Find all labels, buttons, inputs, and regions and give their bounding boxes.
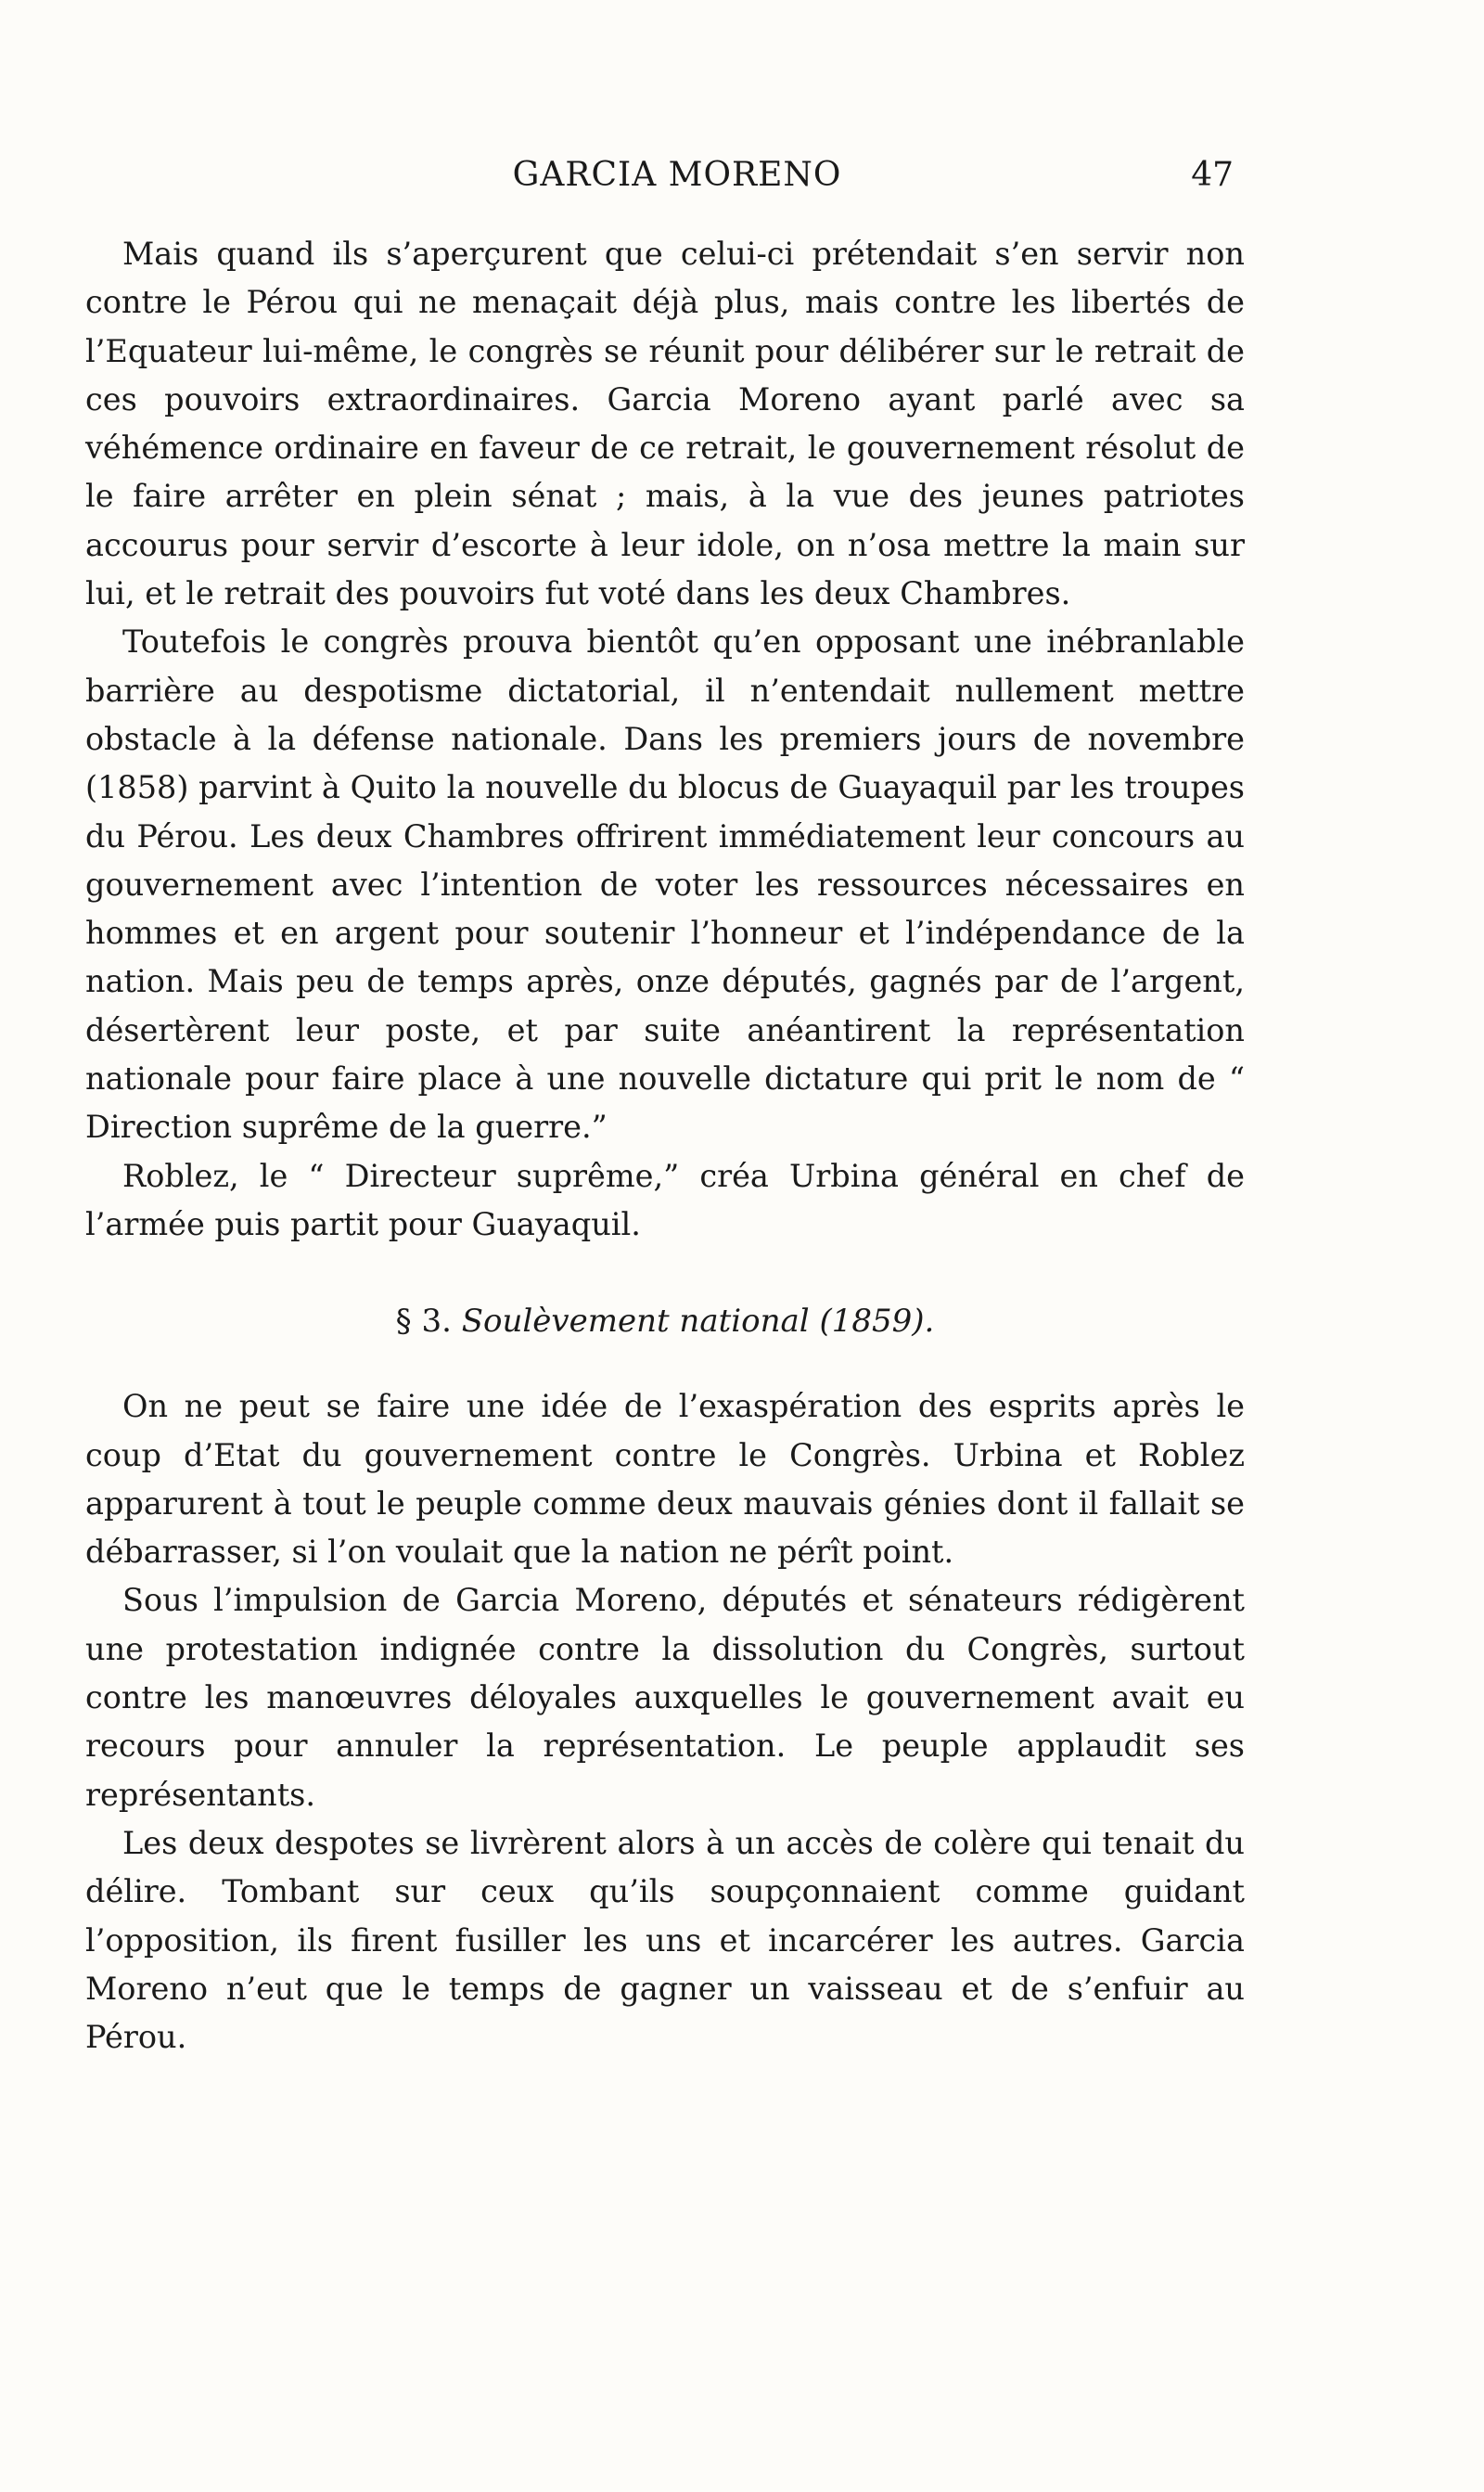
paragraph: Roblez, le “ Directeur suprême,” créa Urbina général en chef de l’armée puis partit pour Guayaquil. xyxy=(85,1157,1245,1242)
paragraph: Mais quand ils s’aperçurent que celui-ci prétendait s’en servir non contre le Pérou qui ne menaçait déjà plus, mais contre les libertés de l’Equateur lui-même, le congrès se réunit pour délibérer sur le retrait de ces pouvoirs extraordinaires. Garcia Moreno ayant parlé avec sa véhémence ordinaire en faveur de ce retrait, le gouvernement résolut de le faire arrêter en plein sénat ; mais, à la vue des jeunes patriotes accourus pour servir d’escorte à leur idole, on n’osa mettre la main sur lui, et le retrait des pouvoirs fut voté dans les deux Chambres. xyxy=(85,236,1245,612)
section-title: Soulèvement national (1859). xyxy=(461,1303,935,1341)
section-number: § 3. xyxy=(395,1303,452,1341)
paragraph: Toutefois le congrès prouva bientôt qu’en opposant une inébranlable barrière au despotisme dictatorial, il n’entendait nullement mettre obstacle à la défense nationale. Dans les premiers jours de novembre (1858) parvint à Quito la nouvelle du blocus de Guayaquil par les troupes du Pérou. Les deux Chambres offrirent immédiatement leur concours au gouvernement avec l’intention de voter les ressources nécessaires en hommes et en argent pour soutenir l’honneur et l’indépendance de la nation. Mais peu de temps après, onze députés, gagnés par de l’argent, désertèrent leur poste, et par suite anéantirent la représentation nationale pour faire place à une nouvelle dictature qui prit le nom de “ Direction suprême de la guerre.” xyxy=(85,623,1245,1146)
section-heading xyxy=(85,1297,1245,1345)
paragraph: On ne peut se faire une idée de l’exaspération des esprits après le coup d’Etat du gouvernement contre le Congrès. Urbina et Roblez apparurent à tout le peuple comme deux mauvais génies dont il fallait se débarrasser, si l’on voulait que la nation ne pérît point. xyxy=(85,1388,1245,1571)
paragraph: Les deux despotes se livrèrent alors à un accès de colère qui tenait du délire. Tombant sur ceux qu’ils soupçonnaient comme guidant l’opposition, ils firent fusiller les uns et incarcérer les autres. Garcia Moreno n’eut que le temps de gagner un vaisseau et de s’enfuir au Pérou. xyxy=(85,1824,1245,2056)
page-number: 47 xyxy=(1191,156,1234,194)
page-header xyxy=(121,156,1234,212)
paragraph: Sous l’impulsion de Garcia Moreno, députés et sénateurs rédigèrent une protestation indignée contre la dissolution du Congrès, surtout contre les manœuvres déloyales auxquelles le gouvernement avait eu recours pour annuler la représentation. Le peuple applaudit ses représentants. xyxy=(85,1582,1245,1813)
body-text xyxy=(85,230,1245,2062)
running-title: GARCIA MORENO xyxy=(512,156,842,194)
